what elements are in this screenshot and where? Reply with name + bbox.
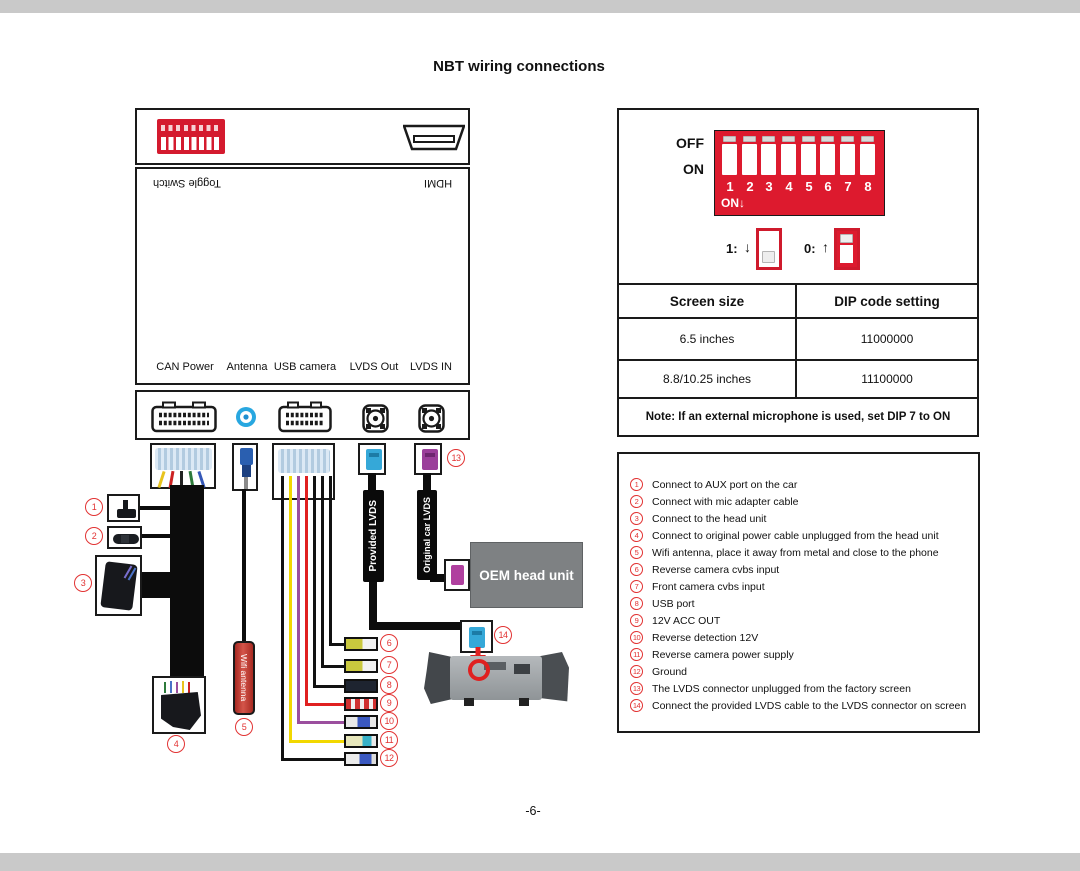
screen-connector-ring: [468, 659, 490, 681]
dip-switch-panel-box: [617, 108, 979, 285]
legend-text-14: Connect the provided LVDS cable to the LVDS connector on screen: [652, 699, 967, 712]
oem-lvds-plug-box: [444, 559, 470, 591]
legend-text-8: USB port: [652, 597, 695, 610]
table-header-row: [619, 285, 977, 317]
acc-out-terminal: [344, 697, 378, 711]
wire-8-h: [313, 685, 346, 688]
dip-number-6: 6: [824, 179, 832, 194]
dip-number-8: 8: [864, 179, 872, 194]
port-label-lvds-out: LVDS Out: [349, 361, 399, 373]
legend-item-2: [619, 493, 978, 510]
legend-item-11: [619, 646, 978, 663]
antenna-cable-gray: [244, 477, 248, 489]
wire-11: [289, 476, 292, 743]
power-plug-box: [152, 676, 206, 734]
port-label-lvds-in: LVDS IN: [410, 361, 452, 373]
legend-callout-4: 4: [630, 529, 643, 542]
oem-lvds-plug: [451, 565, 464, 585]
dip5-slot[interactable]: [801, 144, 816, 175]
factory-screen-photo: [424, 650, 569, 707]
plug-wire: [188, 682, 190, 693]
callout-8: 8: [380, 676, 398, 694]
usb-camera-port-icon: [278, 401, 332, 433]
head-unit-plug: [100, 561, 137, 611]
can-power-port-icon: [151, 401, 217, 433]
plug-wire: [170, 681, 172, 693]
legend-text-11: Reverse camera power supply: [652, 648, 794, 661]
dip-number-5: 5: [805, 179, 813, 194]
legend-item-13: [619, 680, 978, 697]
wire-12: [281, 476, 284, 761]
example-switch-one: [756, 228, 782, 270]
rca-front-camera-connector: [344, 659, 378, 673]
dip-code-table: [617, 283, 979, 437]
oem-head-unit-label: OEM head unit: [479, 567, 574, 583]
legend-item-10: [619, 629, 978, 646]
usb-camera-plug: [278, 449, 330, 473]
header-dip-code: DIP code setting: [834, 293, 940, 309]
callout-10: 10: [380, 712, 398, 730]
plug-wire: [164, 682, 166, 693]
legend-text-4: Connect to original power cable unplugged from the head unit: [652, 529, 939, 542]
screen-detail: [514, 664, 530, 674]
legend-item-1: [619, 476, 978, 493]
port-label-can-power: CAN Power: [156, 361, 214, 373]
ground-terminal: [344, 752, 378, 766]
lvds-in-port-icon: [418, 404, 445, 433]
original-car-lvds-cable: [417, 490, 437, 580]
dip3-slot[interactable]: [761, 144, 776, 175]
dip1-slot[interactable]: [722, 144, 737, 175]
dip4-cap[interactable]: [782, 136, 795, 142]
plug-detail: [369, 453, 379, 457]
example-one-slider: [762, 251, 775, 263]
reverse-camera-power-terminal: [344, 734, 378, 748]
provided-lvds-label: Provided LVDS: [368, 500, 379, 572]
callout-7: 7: [380, 656, 398, 674]
page-top-band: [0, 0, 1080, 13]
callout-4: 4: [167, 735, 185, 753]
legend-text-10: Reverse detection 12V: [652, 631, 759, 644]
wire-10-h: [297, 721, 346, 724]
wire-6: [329, 476, 332, 646]
legend-item-4: [619, 527, 978, 544]
dip3-cap[interactable]: [762, 136, 775, 142]
header-screen-size: Screen size: [619, 285, 797, 317]
legend-callout-14: 14: [630, 699, 643, 712]
legend-item-3: [619, 510, 978, 527]
legend-item-7: [619, 578, 978, 595]
dip-on-direction: [721, 196, 745, 210]
example-switch-zero: [834, 228, 860, 270]
legend-item-12: [619, 663, 978, 680]
legend-text-2: Connect with mic adapter cable: [652, 495, 799, 508]
oem-head-unit-box: [470, 542, 583, 608]
legend-text-6: Reverse camera cvbs input: [652, 563, 780, 576]
callout-1: 1: [85, 498, 103, 516]
legend-callout-2: 2: [630, 495, 643, 508]
legend-box: [617, 452, 980, 733]
plug-wire: [182, 681, 184, 693]
dip-on-label: ON: [683, 161, 704, 177]
dip-number-7: 7: [844, 179, 852, 194]
dip6-slot[interactable]: [820, 144, 835, 175]
legend-item-6: [619, 561, 978, 578]
example-one-label: 1:: [726, 241, 738, 256]
dip6-cap[interactable]: [821, 136, 834, 142]
callout-6: 6: [380, 634, 398, 652]
toggle-switch-label: Toggle Switch: [153, 177, 221, 189]
callout-11: 11: [380, 731, 398, 749]
plug-detail: [425, 453, 435, 457]
dip-off-label: OFF: [676, 135, 704, 151]
callout-3: 3: [74, 574, 92, 592]
callout-12: 12: [380, 749, 398, 767]
example-one-arrow-icon: ↓: [744, 239, 751, 255]
legend-item-14: [619, 697, 978, 714]
antenna-plug-lower: [242, 465, 251, 477]
legend-text-3: Connect to the head unit: [652, 512, 767, 525]
legend-callout-13: 13: [630, 682, 643, 695]
can-power-plug-box: [150, 443, 216, 489]
cell-dip-code: 11000000: [860, 332, 914, 346]
legend-callout-8: 8: [630, 597, 643, 610]
example-zero-arrow-icon: ↑: [822, 239, 829, 255]
example-zero-slot: [840, 245, 853, 263]
legend-callout-1: 1: [630, 478, 643, 491]
port-label-usb-camera: USB camera: [273, 361, 337, 373]
callout-5: 5: [235, 718, 253, 736]
legend-callout-10: 10: [630, 631, 643, 644]
dip-number-1: 1: [726, 179, 734, 194]
lvds-in-plug-box: [414, 443, 442, 475]
power-plug: [161, 692, 201, 730]
cell-screen-size: 8.8/10.25 inches: [619, 361, 797, 397]
mic-branch-line: [142, 534, 170, 538]
legend-callout-3: 3: [630, 512, 643, 525]
dip5-cap[interactable]: [802, 136, 815, 142]
page-title: NBT wiring connections: [433, 58, 605, 75]
wire-8: [313, 476, 316, 688]
interface-unit-box: [135, 167, 470, 385]
callout-13: 13: [447, 449, 465, 467]
plug-wire: [176, 682, 178, 693]
callout-9: 9: [380, 694, 398, 712]
screen-foot: [519, 698, 529, 706]
example-zero-slider: [840, 234, 853, 243]
hdmi-socket-icon: [403, 123, 465, 153]
lvds-out-plug-box: [358, 443, 386, 475]
unit-ports-box: [135, 390, 470, 440]
legend-item-9: [619, 612, 978, 629]
legend-callout-11: 11: [630, 648, 643, 661]
legend-text-5: Wifi antenna, place it away from metal and close to the phone: [652, 546, 939, 559]
provided-lvds-hline: [369, 622, 464, 630]
dip-number-3: 3: [765, 179, 773, 194]
example-zero-label: 0:: [804, 241, 816, 256]
callout-14: 14: [494, 626, 512, 644]
wifi-antenna-box: [233, 641, 255, 715]
head-unit-branch-stub: [142, 572, 170, 598]
antenna-plug-box: [232, 443, 258, 491]
page-bottom-band: [0, 853, 1080, 871]
head-unit-plug-box: [95, 555, 142, 616]
callout-2: 2: [85, 527, 103, 545]
dip8-cap[interactable]: [861, 136, 874, 142]
dip7-slot[interactable]: [840, 144, 855, 175]
cell-dip-code: 11100000: [861, 372, 913, 386]
wire-9-h: [305, 703, 346, 706]
mini-dip-marks: [161, 125, 221, 131]
rca-reverse-camera-connector: [344, 637, 378, 651]
antenna-plug: [240, 448, 253, 465]
table-note: Note: If an external microphone is used, set DIP 7 to ON: [619, 397, 977, 435]
legend-callout-6: 6: [630, 563, 643, 576]
provided-lvds-cable: [363, 490, 384, 582]
screen-foot: [464, 698, 474, 706]
wire-11-h: [289, 740, 346, 743]
wifi-antenna-line: [242, 489, 246, 641]
mic-plug-box: [107, 526, 142, 549]
hdmi-label: HDMI: [423, 177, 452, 189]
wire-7: [321, 476, 324, 668]
dip-number-2: 2: [746, 179, 754, 194]
aux-plug-body: [117, 509, 136, 518]
legend-callout-9: 9: [630, 614, 643, 627]
dip-number-4: 4: [785, 179, 793, 194]
table-row: [619, 317, 977, 359]
dip2-slot[interactable]: [742, 144, 757, 175]
aux-branch-line: [140, 506, 170, 510]
legend-text-9: 12V ACC OUT: [652, 614, 721, 627]
plug-detail: [472, 631, 482, 635]
dip2-cap[interactable]: [743, 136, 756, 142]
dip4-slot[interactable]: [781, 144, 796, 175]
wire-12-h: [281, 758, 346, 761]
legend-callout-5: 5: [630, 546, 643, 559]
wire-9: [305, 476, 308, 706]
port-label-antenna: Antenna: [226, 361, 268, 373]
usb-port-connector: [344, 679, 378, 693]
wire-10: [297, 476, 300, 724]
legend-text-7: Front camera cvbs input: [652, 580, 765, 593]
legend-callout-12: 12: [630, 665, 643, 678]
harness-trunk-cable: [170, 485, 204, 679]
table-row: [619, 359, 977, 397]
dip7-cap[interactable]: [841, 136, 854, 142]
on-down-text: ON: [721, 196, 739, 210]
mini-dip-sliders: [161, 137, 221, 150]
dip8-slot[interactable]: [860, 144, 875, 175]
legend-text-12: Ground: [652, 665, 688, 678]
legend-text-1: Connect to AUX port on the car: [652, 478, 798, 491]
down-arrow-icon: ↓: [739, 196, 745, 210]
cell-screen-size: 6.5 inches: [619, 319, 797, 359]
dip1-cap[interactable]: [723, 136, 736, 142]
original-car-lvds-label: Original car LVDS: [422, 497, 432, 573]
aux-plug-box: [107, 494, 140, 522]
mic-plug-band: [121, 535, 129, 543]
wifi-antenna-label: Wifi antenna: [239, 654, 249, 702]
wire-7-h: [321, 665, 346, 668]
lvds-out-port-icon: [362, 404, 389, 433]
mini-dip-switch-icon: [157, 119, 225, 154]
reverse-detection-terminal: [344, 715, 378, 729]
page-number: -6-: [525, 804, 541, 818]
unit-top-box: [135, 108, 470, 165]
legend-item-5: [619, 544, 978, 561]
antenna-port-icon: [234, 405, 258, 429]
legend-callout-7: 7: [630, 580, 643, 593]
legend-item-8: [619, 595, 978, 612]
dip-switch-block: [714, 130, 885, 216]
can-power-plug: [155, 448, 212, 470]
legend-text-13: The LVDS connector unplugged from the factory screen: [652, 682, 911, 695]
plug-wire: [157, 471, 165, 488]
